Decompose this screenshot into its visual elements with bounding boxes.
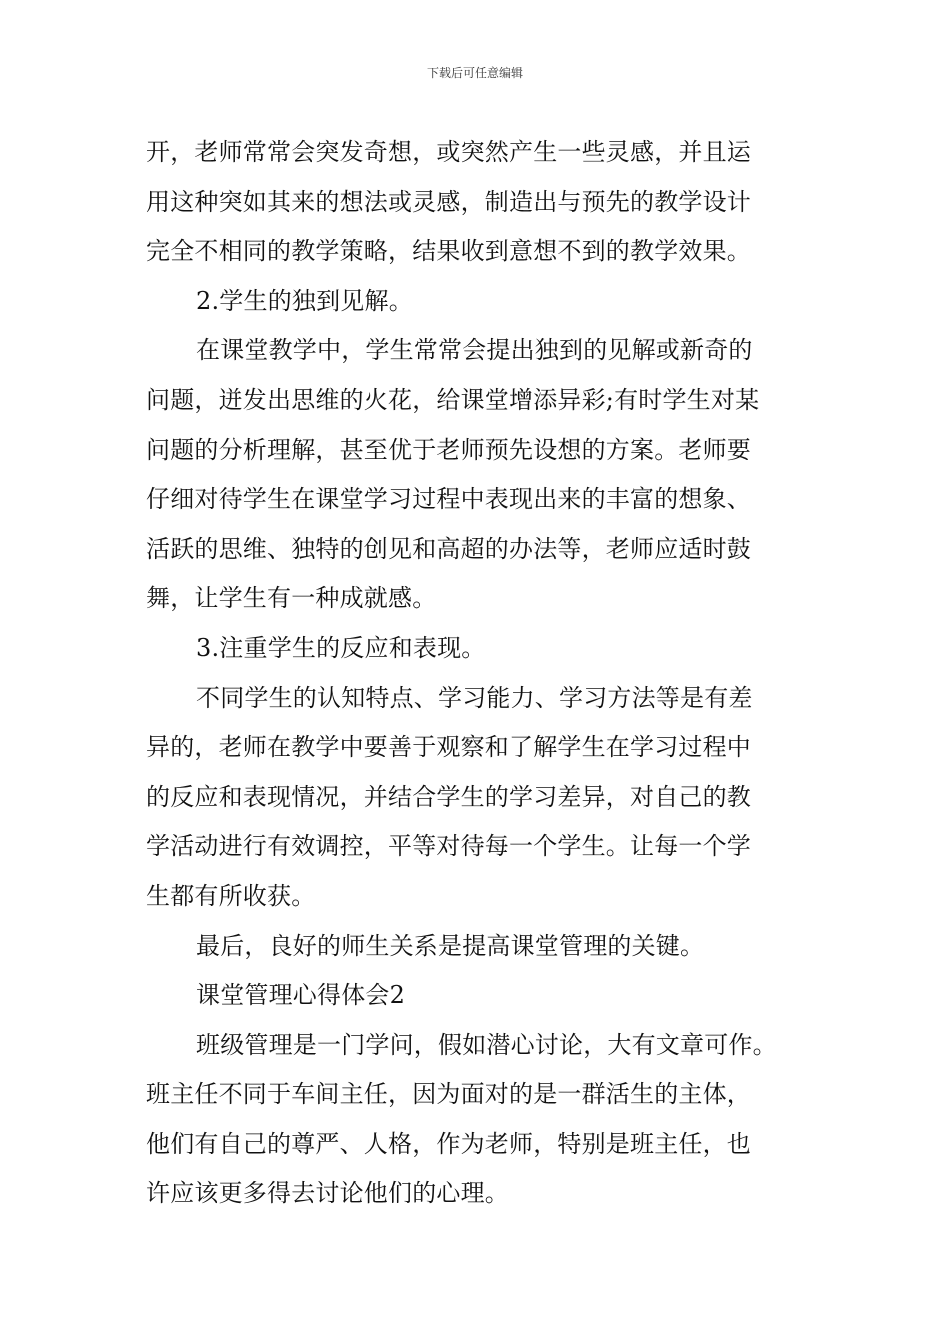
text-line: 活跃的思维、独特的创见和高超的办法等，老师应适时鼓 — [146, 534, 751, 563]
text-line: 他们有自己的尊严、人格，作为老师，特别是班主任，也 — [146, 1129, 751, 1158]
text-line: 不同学生的认知特点、学习能力、学习方法等是有差 — [196, 683, 753, 712]
text-line: 开，老师常常会突发奇想，或突然产生一些灵感，并且运 — [146, 138, 751, 166]
text-line: 完全不相同的教学策略，结果收到意想不到的教学效果。 — [146, 237, 751, 266]
text-line: 仔细对待学生在课堂学习过程中表现出来的丰富的想象、 — [146, 485, 751, 514]
text-line: 舞，让学生有一种成就感。 — [146, 584, 437, 613]
text-line: 的反应和表现情况，并结合学生的学习差异，对自己的教 — [146, 782, 751, 811]
page-header: 下载后可任意编辑 — [426, 66, 523, 80]
text-line: 班主任不同于车间主任，因为面对的是一群活生的主体， — [146, 1080, 751, 1109]
section-heading: 2.学生的独到见解。 — [196, 286, 413, 315]
section-title: 课堂管理心得体会2 — [196, 981, 406, 1010]
text-line: 异的，老师在教学中要善于观察和了解学生在学习过程中 — [146, 733, 751, 762]
text-line: 问题的分析理解，甚至优于老师预先设想的方案。老师要 — [146, 435, 751, 464]
text-line: 许应该更多得去讨论他们的心理。 — [146, 1179, 509, 1208]
text-line: 班级管理是一门学问，假如潜心讨论，大有文章可作。 — [196, 1030, 777, 1059]
text-line: 学活动进行有效调控，平等对待每一个学生。让每一个学 — [146, 832, 751, 861]
text-line: 最后，良好的师生关系是提高课堂管理的关键。 — [196, 931, 705, 960]
section-heading: 3.注重学生的反应和表现。 — [196, 633, 486, 662]
text-line: 在课堂教学中，学生常常会提出独到的见解或新奇的 — [196, 336, 753, 365]
text-line: 生都有所收获。 — [146, 881, 316, 910]
text-line: 用这种突如其来的想法或灵感，制造出与预先的教学设计 — [146, 187, 751, 216]
document-body — [146, 128, 836, 1219]
text-line: 问题，迸发出思维的火花，给课堂增添异彩;有时学生对某 — [146, 385, 760, 414]
